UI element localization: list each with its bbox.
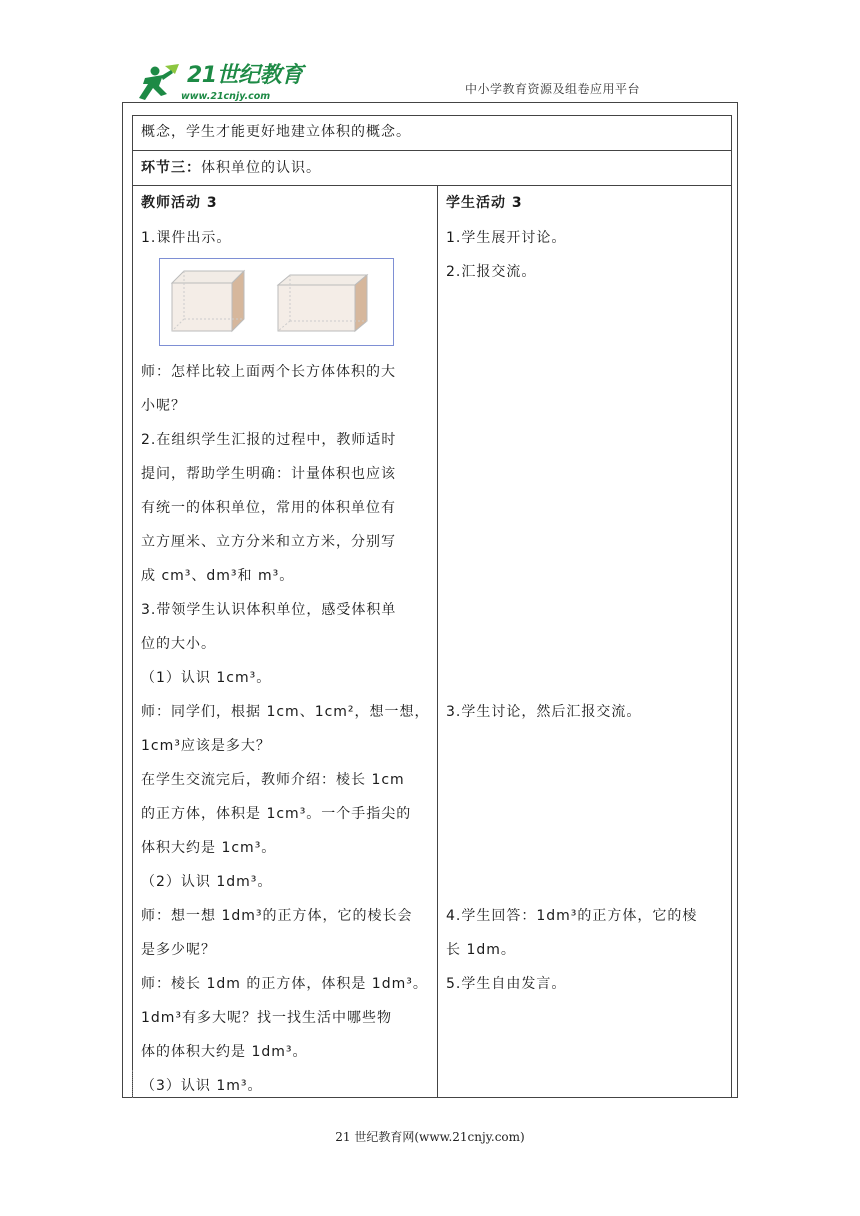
runner-logo-icon — [135, 62, 185, 106]
section-heading — [141, 158, 321, 178]
teacher-line: 提问，帮助学生明确：计量体积也应该 — [141, 466, 396, 482]
teacher-line: 师：想一想 1dm³的正方体，它的棱长会 — [141, 908, 413, 924]
column-divider — [437, 185, 438, 1098]
student-line: 3.学生讨论，然后汇报交流。 — [446, 704, 642, 720]
teacher-line: 师：怎样比较上面两个长方体体积的大 — [141, 364, 396, 380]
teacher-line: 立方厘米、立方分米和立方米，分别写 — [141, 534, 396, 550]
student-line: 长 1dm。 — [446, 942, 516, 958]
teacher-line: （1）认识 1cm³。 — [141, 670, 272, 686]
teacher-line: 1cm³应该是多大？ — [141, 738, 271, 754]
two-cuboids-illustration — [160, 259, 393, 345]
student-line: 4.学生回答：1dm³的正方体，它的棱 — [446, 908, 698, 924]
teacher-line: 1dm³有多大呢？找一找生活中哪些物 — [141, 1010, 393, 1026]
teacher-line: 师：棱长 1dm 的正方体，体积是 1dm³。 — [141, 976, 428, 992]
page-footer: 21 世纪教育网(www.21cnjy.com) — [335, 1130, 525, 1144]
teacher-line: 在学生交流完后，教师介绍：棱长 1cm — [141, 772, 405, 788]
teacher-line: 的正方体，体积是 1cm³。一个手指尖的 — [141, 806, 412, 822]
student-line: 5.学生自由发言。 — [446, 976, 567, 992]
student-activity-heading: 学生活动 3 — [446, 195, 523, 211]
teacher-line: （3）认识 1m³。 — [141, 1078, 263, 1094]
dotted-divider-left — [132, 1070, 133, 1098]
teacher-line: （2）认识 1dm³。 — [141, 874, 273, 890]
student-line: 2.汇报交流。 — [446, 264, 537, 280]
student-line: 1.学生展开讨论。 — [446, 230, 567, 246]
teacher-line: 2.在组织学生汇报的过程中，教师适时 — [141, 432, 397, 448]
site-logo — [135, 62, 315, 106]
teacher-line: 有统一的体积单位，常用的体积单位有 — [141, 500, 396, 516]
section-title: 体积单位的认识。 — [201, 160, 321, 176]
logo-text: 21世纪教育 — [187, 63, 303, 88]
teacher-line: 小呢？ — [141, 398, 186, 414]
row-divider-2 — [132, 185, 731, 186]
table-top-border — [132, 115, 731, 116]
teacher-line: 是多少呢？ — [141, 942, 216, 958]
teacher-line: 体的体积大约是 1dm³。 — [141, 1044, 308, 1060]
platform-name: 中小学教育资源及组卷应用平台 — [465, 82, 641, 96]
section-label: 环节三： — [141, 160, 201, 176]
table-left-border — [132, 115, 133, 1098]
carryover-text: 概念，学生才能更好地建立体积的概念。 — [141, 124, 411, 140]
teacher-line: 1.课件出示。 — [141, 230, 232, 246]
teacher-line: 位的大小。 — [141, 636, 216, 652]
teacher-line: 体积大约是 1cm³。 — [141, 840, 277, 856]
teacher-line: 3.带领学生认识体积单位，感受体积单 — [141, 602, 397, 618]
teacher-line: 师：同学们，根据 1cm、1cm²，想一想， — [141, 704, 430, 720]
logo-url: www.21cnjy.com — [181, 91, 271, 102]
row-divider-1 — [132, 150, 731, 151]
page-header — [0, 0, 860, 110]
teacher-activity-heading: 教师活动 3 — [141, 195, 218, 211]
cuboid-comparison-image — [159, 258, 394, 346]
table-right-border — [731, 115, 732, 1098]
teacher-line: 成 cm³、dm³和 m³。 — [141, 568, 295, 584]
